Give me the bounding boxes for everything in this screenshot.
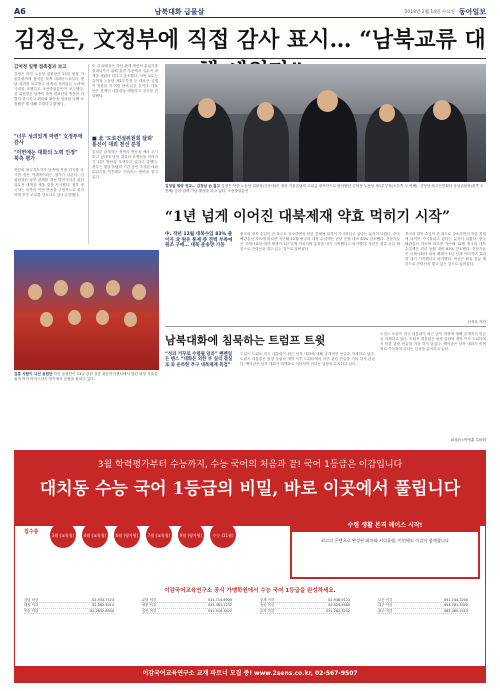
exam-schedule xyxy=(50,522,236,548)
academy-row: 평촌 이감 031-381-2232 xyxy=(142,603,232,608)
exam-circle: 6월 (평가원) xyxy=(114,522,140,548)
ad-race-box xyxy=(290,515,480,579)
article3-body: 도널드 트럼프 미국 대통령이 최근 남북 대화에 대해 공개적인 언급을 자제하고 있다. 트럼프 대통령은 평창 올림픽 개막 이후 트위터에서 북한 관련 언급을 거의 하지 않았다. 백악관은 남북 대화가 비핵화로 이어져야 한다는 입장을 유지하고 있다. xyxy=(240,352,375,366)
academy-row: 송파 이감 02-420-5580 xyxy=(260,603,350,608)
academy-row: 강남 비상 02-553-7123 xyxy=(24,598,114,602)
article2-body-continued: 중국의 대북 수입이 큰 폭으로 감소하면서 북한 경제에 타격이 가시화되고 있다는 분석이 나왔다. 중국 해관총서 자료에 따르면 지난해 12월 중국의 대북 수입액은 전년 동월 대비 83% 감소했다. 전문가들은 국제사회의 대북 제재가 1년 넘게 이어지며 효과를 내기 시작했다고 평가했다. 북한은 원유 공급 제한으로 전력난을 겪고 있는 것으로 알려졌다. xyxy=(405,232,486,266)
mid-subhead: ■ 北 '도로건설위원회 달뢰' 통신이 대외 천선 분칭 xyxy=(92,136,154,148)
left-subhead-2: "이번에는 대화의 노력 인정" 북측 평가 xyxy=(14,150,78,162)
academy-row: 수지 이감 031-262-3232 xyxy=(260,608,350,613)
photo-caption-title: 김정일 평양 귀교… 김정남 손 접고 xyxy=(165,184,220,188)
ad-line1: 3월 학력평가부터 수능까지, 수능 국어의 처음과 끝! 국어 1등급은 이감입니다 xyxy=(97,460,403,470)
cheer-caption-title: 김흥 사람이 나선 응원단 xyxy=(14,372,53,376)
main-photo xyxy=(165,64,486,182)
ad-line2: 대치동 수능 국어 1등급의 비밀, 바로 이곳에서 풀립니다 xyxy=(39,479,461,499)
exam-circle: 7월 (교육청) xyxy=(146,522,172,548)
ad-footer[interactable]: 이감국어교육연구소 교재 파트너 모집 중! www.2sens.co.kr, 02-567-9507 xyxy=(15,666,485,682)
article2-subhead: 中, 작년 12월 대북수입 83% 줄이자 北 원유 통제 증 전력 부족에 원조 구매… 대북 운송망 가동 xyxy=(165,232,233,249)
exam-circle: 4월 (교육청) xyxy=(82,522,108,548)
ad-list-title: 이감국어교육연구소 공식 가맹학원에서 수능 국어 1등급을 완성하세요. xyxy=(164,588,336,594)
academy-row: 중계 이감 02-938-9123 xyxy=(260,598,350,602)
academy-row: 광주 이감 062-365-1515 xyxy=(378,608,468,613)
left-body: 김정은 북한 노동당 위원장은 13일 평창 겨울올림픽에 참석한 북측 대표단으로부터 방남 결과를 보고받고 남측의 성의있는 노력에 사의를 표했다고 조선중앙통신이 보도했다. 김 위원장은 남측이 북측 대표단의 방문을 각별히 중시하고 편의와 활동을 성의를 다해 보장해준 데 대해 고맙다고 밝혔다. xyxy=(14,72,84,106)
cheer-caption xyxy=(14,372,159,394)
column-divider xyxy=(88,64,89,244)
ad-circle-label: 집수종 xyxy=(24,529,39,535)
article3-body-continued: 도널드 트럼프 미국 대통령이 최근 남북 대화에 대해 공개적인 언급을 자제하고 있다. 트럼프 대통령은 평창 올림픽 개막 이후 트위터에서 북한 관련 언급을 거의 하지 않았다. 백악관은 남북 대화가 비핵화로 이어져야 한다는 입장을 유지하고 있다. xyxy=(380,332,486,351)
exam-circle: 3월 (교육청) xyxy=(50,522,76,548)
cheer-caption-text: 북한 응원단이 13일 강원 강릉 관동하키센터에서 열린 평창 겨울올림픽 여자 아이스하키 경기에서 응원을 펼치고 있다. xyxy=(14,372,158,381)
exam-circle: 수능 (11월) xyxy=(210,522,236,548)
ad-box-text: 최고의 콘텐츠로 완성된 회차와 커리큘럼, 이번에도 이감이 함께합니다 xyxy=(321,538,449,543)
page-header xyxy=(14,6,486,18)
academy-row: 부산 이감 051-744-2200 xyxy=(378,598,468,602)
academy-row: 분당 이감 031-714-6900 xyxy=(142,598,232,602)
article3-byline: 워싱턴=박정훈 특파원 xyxy=(450,438,486,442)
page-number: A6 xyxy=(14,7,26,16)
main-headline: 김정은, 文정부에 직접 감사 표시… “남북교류 대 xyxy=(14,27,486,53)
title-rule xyxy=(14,58,486,59)
academy-row: 일산 이감 031-916-3522 xyxy=(142,608,232,613)
article2-headline: “1년 넘게 이어진 대북제재 약효 먹히기 시작” xyxy=(165,209,450,225)
section-title: 남북대화 급물살 xyxy=(154,7,205,16)
academy-row: 대치 이감 02-562-5514 xyxy=(24,603,114,608)
photo-caption xyxy=(165,184,486,202)
left-byline: 김여정 일행 접촉결과 보고 xyxy=(14,65,67,70)
academy-list xyxy=(24,598,476,662)
academy-row: 목동 이감 02-2652-8300 xyxy=(24,608,114,613)
article2-body: 중국의 대북 수입이 큰 폭으로 감소하면서 북한 경제에 타격이 가시화되고 있다는 분석이 나왔다. 중국 해관총서 자료에 따르면 지난해 12월 중국의 대북 수입액은 전년 동월 대비 83% 감소했다. 전문가들은 국제사회의 대북 제재가 1년 넘게 이어지며 효과를 내기 시작했다고 평가했다. 북한은 원유 공급 제한으로 전력난을 겪고 있는 것으로 알려졌다. xyxy=(240,232,400,251)
academy-row: 대구 이감 053-781-3300 xyxy=(378,603,468,608)
ad-box-title: 수험 생활 본격 레이스 시작! xyxy=(292,517,478,532)
article3-rule xyxy=(165,326,486,327)
newspaper-brand: 동아일보 xyxy=(458,7,486,16)
article2-byline: 신석호 기자 xyxy=(467,320,486,324)
left-body-2: 북한의 최고지도자가 남측에 직접 감사를 표시한 것은 이례적이라는 평가가 나온다. 김 위원장은 남북 관계를 개선 발전시키기 위한 실무적 대책을 세울 것을 지시했다. 정부 당국자는 북측의 이번 반응을 긍정적으로 평가하며 후속 조치를 검토하고 있다고 밝혔다. xyxy=(14,168,84,197)
photo-caption-text: 김정은 북한 노동당 위원장(가운데)이 평창 겨울올림픽 고위급 대표단으로 방남했던 김여정 노동당 제1부부장(오른쪽 두 번째), 김영남 최고인민회의 상임위원장(왼쪽 두 번째) 등과 함께 기념 촬영을 하고 있다. 조선중앙통신 xyxy=(165,184,484,193)
cheer-photo xyxy=(14,250,159,370)
issue-date: 2018년 2월 14일 수요일 xyxy=(404,9,455,15)
exam-circle: 9월 (평가원) xyxy=(178,522,204,548)
article3-headline: 남북대화에 침묵하는 트럼프 트윗 xyxy=(165,334,326,347)
mid-body: 또 김 위원장은 북남 관계 개선의 분위기를 살려나가기 위해 관련 부문에서 실무적 대책을 세워야 한다고 강조했다. 이번 보도는 김여정 노동당 제1부부장 등 대표단 일행이 귀환한 지 이틀 만에 나온 것이다. 대표단은 문재인 대통령을 예방하고 친서를 전달했다. xyxy=(92,64,158,98)
left-subhead-1: "너무 성의있게 마련" 文정부에 감사 xyxy=(14,134,83,146)
mid-body-2: 통일부 관계자는 북측의 반응을 예의 주시하고 있다며 남북 대화의 모멘텀을 이어가기 위한 방안을 모색하고 있다고 말했다. 정부는 평창 올림픽 기간 동안 조성된 대화 분위기를 이후에도 이어가는 방안을 찾고 있다. xyxy=(92,150,158,179)
article3-subhead: “성과 거꾸로 수렴될 암과” 펜펜얼든 팬스 “대화든 외한 부 실리 결실로 와 운하한 추구 대북제재 특검” xyxy=(165,352,233,368)
